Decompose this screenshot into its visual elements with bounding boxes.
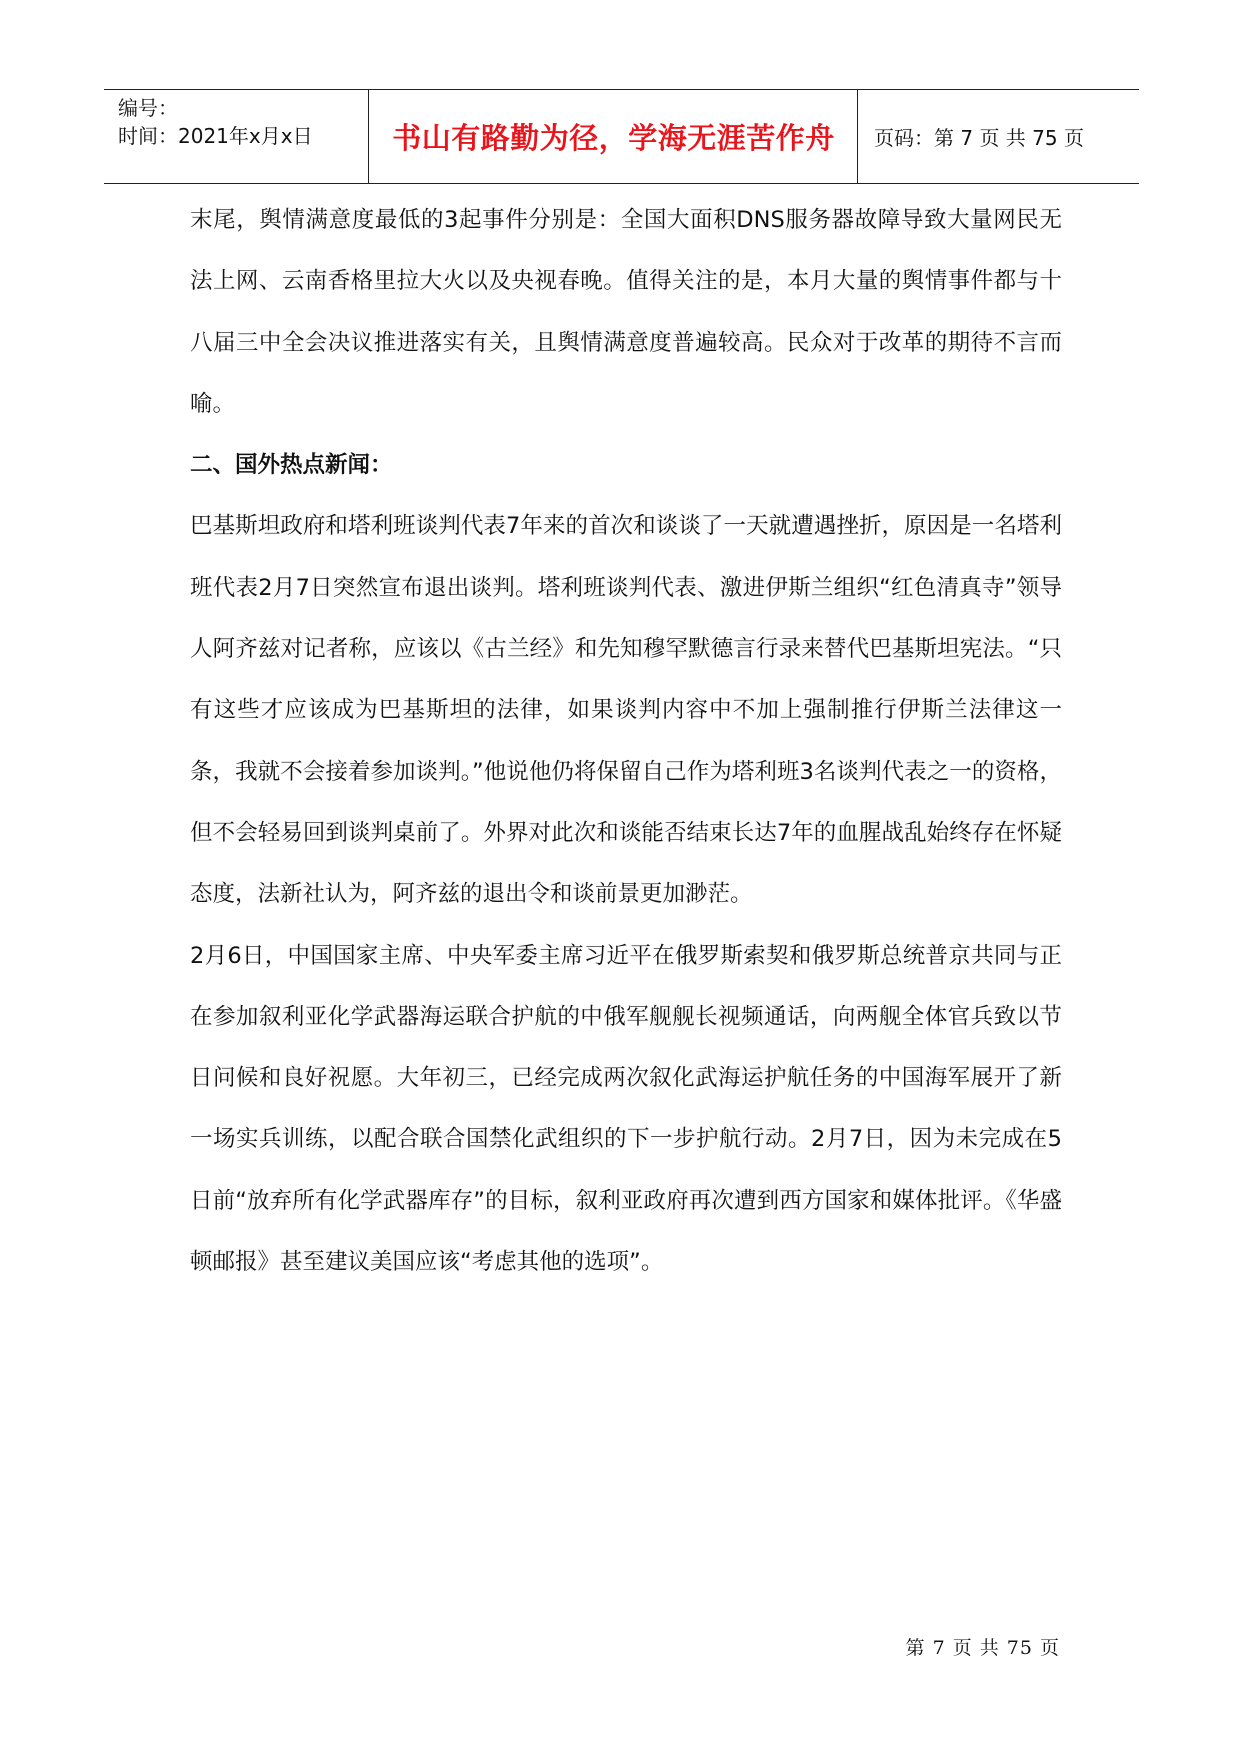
body-paragraph: 巴基斯坦政府和塔利班谈判代表7年来的首次和谈谈了一天就遭遇挫折，原因是一名塔利班代表2月7日突然宣布退出谈判。塔利班谈判代表、激进伊斯兰组织“红色清真寺”领导人阿齐兹对记者称，应该以《古兰经》和先知穆罕默德言行录来替代巴基斯坦宪法。“只有这些才应该成为巴基斯坦的法律，如果谈判内容中不加上强制推行伊斯兰法律这一条，我就不会接着参加谈判。”他说他仍将保留自己作为塔利班3名谈判代表之一的资格，但不会轻易回到谈判桌前了。外界对此次和谈能否结束长达7年的血腥战乱始终存在怀疑态度，法新社认为，阿齐兹的退出令和谈前景更加渺茫。: [190, 513, 1062, 908]
header-divider: [857, 90, 858, 183]
header-page-number: 页码：第 7 页 共 75 页: [874, 126, 1084, 150]
document-time-label: 时间：2021年x月x日: [118, 124, 313, 148]
header-meta: [118, 94, 358, 150]
page-header: [104, 89, 1139, 184]
page-footer-number: 第 7 页 共 75 页: [905, 1637, 1060, 1659]
body-paragraph: 末尾，舆情满意度最低的3起事件分别是：全国大面积DNS服务器故障导致大量网民无法上网、云南香格里拉大火以及央视春晚。值得关注的是，本月大量的舆情事件都与十八届三中全会决议推进落实有关，且舆情满意度普遍较高。民众对于改革的期待不言而喻。: [190, 207, 1062, 417]
header-motto: 书山有路勤为径，学海无涯苦作舟: [392, 121, 835, 155]
document-number-label: 编号：: [118, 96, 178, 120]
body-paragraph: 2月6日，中国国家主席、中央军委主席习近平在俄罗斯索契和俄罗斯总统普京共同与正在参加叙利亚化学武器海运联合护航的中俄军舰舰长视频通话，向两舰全体官兵致以节日问候和良好祝愿。大年初三，已经完成两次叙化武海运护航任务的中国海军展开了新一场实兵训练，以配合联合国禁化武组织的下一步护航行动。2月7日，因为未完成在5日前“放弃所有化学武器库存”的目标，叙利亚政府再次遭到西方国家和媒体批评。《华盛顿邮报》甚至建议美国应该“考虑其他的选项”。: [190, 942, 1062, 1276]
section-heading: 二、国外热点新闻：: [190, 452, 393, 479]
document-body: [190, 190, 1062, 1293]
header-divider: [368, 90, 369, 183]
